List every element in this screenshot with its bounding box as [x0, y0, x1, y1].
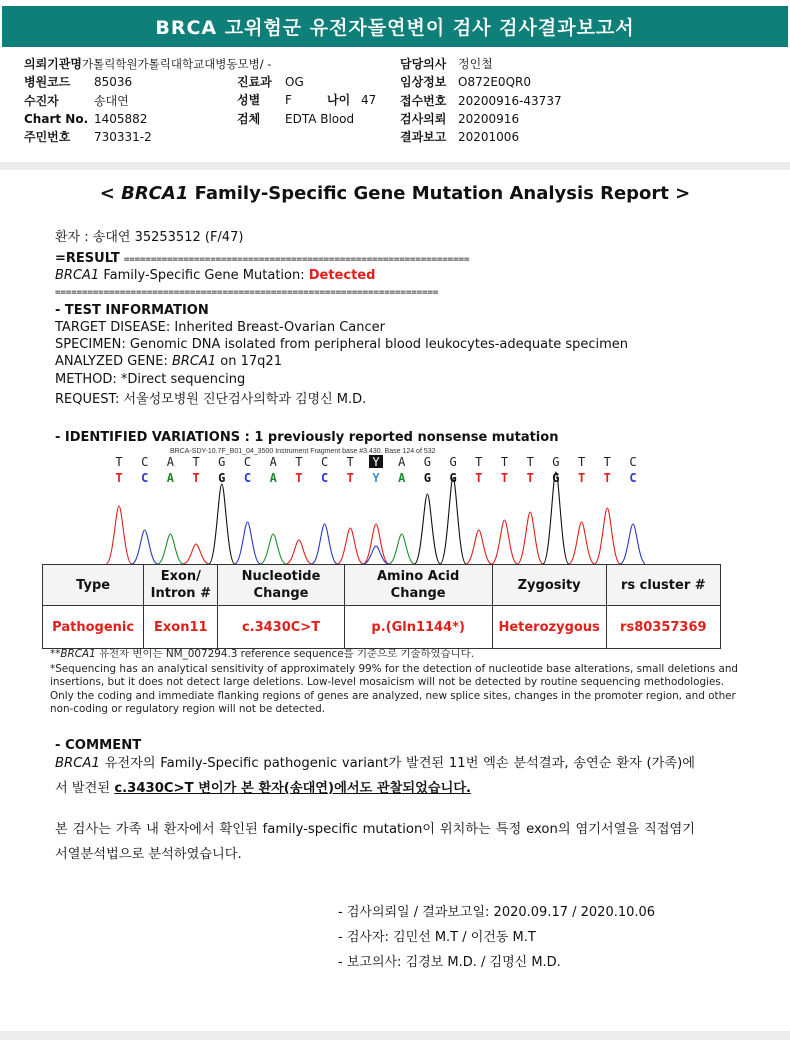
trace-peak: [440, 478, 466, 564]
signature-physicians: - 보고의사: 김경보 M.D. / 김명신 M.D.: [338, 955, 561, 970]
result-line: [55, 250, 469, 269]
base-call-top: A: [166, 455, 175, 469]
info-value: 1405882: [94, 111, 148, 126]
info-value: OG: [285, 75, 304, 89]
column-header: Exon/ Intron #: [144, 565, 218, 606]
info-value: 85036: [94, 75, 133, 90]
info-label: 결과보고: [400, 130, 447, 145]
comment-paragraph-1: [55, 751, 695, 801]
comment-heading: - COMMENT: [55, 738, 142, 753]
variant-table: [42, 564, 721, 649]
trace-peak: [235, 522, 261, 564]
trace-peak: [414, 494, 440, 564]
info-value: EDTA Blood: [285, 111, 355, 126]
base-call-top: C: [243, 455, 252, 469]
base-call-bottom: A: [269, 471, 277, 485]
base-call-top: T: [603, 455, 611, 469]
base-call-bottom: T: [346, 471, 354, 485]
table-cell: Heterozygous: [492, 606, 606, 649]
base-call-bottom: T: [500, 471, 509, 485]
base-call-top: T: [115, 455, 123, 469]
base-call-bottom: G: [449, 471, 457, 485]
base-call-bottom: T: [475, 471, 483, 485]
sequence-chromatogram: [100, 444, 645, 566]
table-cell: c.3430C>T: [218, 606, 344, 649]
comment-text: 유전자의 Family-Specific pathogenic variant가 발견된 11번 엑손 분석결과, 송연순 환자 (가족)에서 발견된: [55, 756, 695, 796]
analyzed-gene-label: ANALYZED GENE:: [55, 354, 172, 369]
trace-peak: [286, 540, 312, 564]
base-call-bottom: G: [423, 471, 432, 485]
info-label: 병원코드: [24, 75, 71, 90]
info-value: F: [285, 93, 292, 108]
base-call-bottom: T: [603, 471, 611, 485]
info-label: 검체: [237, 111, 261, 126]
comment-finding: c.3430C>T 변이가 본 환자(송대연)에서도 관찰되었습니다.: [114, 781, 472, 796]
info-label: 나이: [327, 93, 351, 108]
trace-peak: [260, 534, 286, 564]
column-header: rs cluster #: [606, 565, 720, 606]
info-label: 검사의뢰: [400, 111, 447, 126]
info-value: O872E0QR0: [458, 75, 531, 90]
request: REQUEST: 서울성모병원 진단검사의학과 김명신 M.D.: [55, 392, 367, 407]
eq-divider: =======================================================================: [55, 287, 439, 298]
trace-peak: [337, 528, 363, 564]
trace-peak: [183, 544, 209, 564]
base-call-top: T: [192, 455, 200, 469]
target-disease: TARGET DISEASE: Inherited Breast-Ovarian Cancer: [55, 320, 385, 335]
info-column-3: [400, 55, 562, 146]
trace-peak: [620, 524, 645, 564]
patient-line: 환자 : 송대연 35253512 (F/47): [55, 230, 244, 245]
table-cell: p.(Gln1144*): [344, 606, 492, 649]
base-call-top: A: [269, 455, 277, 469]
base-call-bottom: A: [166, 471, 175, 485]
trace-peak: [363, 546, 389, 564]
note-text: 유전자 변이는 NM_007294.3 reference sequence를 기준으로 기술하였습니다.: [95, 648, 475, 660]
result-gene: BRCA1: [55, 268, 100, 283]
trace-peak: [594, 508, 620, 564]
title-gene: BRCA1: [121, 183, 189, 204]
trace-peak: [106, 506, 132, 564]
info-label: 진료과: [237, 75, 272, 89]
specimen: SPECIMEN: Genomic DNA isolated from peripheral blood leukocytes-adequate specimen: [55, 337, 629, 352]
column-header: Zygosity: [492, 565, 606, 606]
base-call-top: G: [449, 455, 457, 469]
variations-heading: - IDENTIFIED VARIATIONS : 1 previously reported nonsense mutation: [55, 430, 559, 445]
base-call-top: G: [552, 455, 560, 469]
info-label: 임상정보: [400, 75, 447, 90]
trace-peak: [157, 534, 183, 564]
base-call-bottom: C: [629, 471, 637, 485]
base-call-bottom: C: [141, 471, 149, 485]
base-call-top: G: [218, 455, 226, 469]
info-value: 송대연: [94, 93, 129, 108]
column-header: Amino Acid Change: [344, 565, 492, 606]
base-call-bottom: T: [192, 471, 200, 485]
analyzed-gene-name: BRCA1: [171, 354, 217, 369]
info-label: 성별: [237, 93, 261, 108]
trace-peak: [209, 484, 235, 564]
info-value: 730331-2: [94, 130, 152, 145]
info-label: 주민번호: [24, 130, 71, 145]
title-prefix: <: [99, 183, 122, 204]
trace-peak: [492, 520, 518, 564]
base-call-top: T: [577, 455, 586, 469]
table-cell: Exon11: [144, 606, 218, 649]
trace-peak: [132, 530, 158, 564]
note-reference: [50, 648, 740, 661]
base-call-bottom: C: [243, 471, 252, 485]
note-sensitivity: *Sequencing has an analytical sensitivity of approximately 99% for the detection of nucleotide base alterations, small deletions and insertions, but it does not detect large deletions. Low-level mosaicism will not be detected by routine sequencing methodologies. Only the coding and immediate flanking regions of genes are analyzed, new splice sites, changes in the promoter region, and other non-coding or regulatory region will not be detected.: [50, 663, 739, 715]
trace-peak: [543, 472, 569, 564]
test-info-heading: - TEST INFORMATION: [55, 303, 209, 318]
base-call-bottom: G: [218, 471, 226, 485]
trace-peak: [466, 530, 492, 564]
trace-peak: [389, 534, 415, 564]
info-label: 접수번호: [400, 93, 447, 108]
info-label: Chart No.: [24, 111, 89, 126]
info-value: 47: [361, 93, 377, 108]
info-label: 의뢰기관명: [24, 57, 82, 71]
base-call-bottom: A: [398, 471, 406, 485]
comment-paragraph-2: 본 검사는 가족 내 환자에서 확인된 family-specific mutation이 위치하는 특정 exon의 염기서열을 직접염기서열분석법으로 분석하였습니다.: [55, 822, 695, 862]
base-call-bottom: G: [552, 471, 560, 485]
result-text: Family-Specific Gene Mutation:: [99, 268, 309, 283]
note-gene: **BRCA1: [50, 648, 96, 660]
info-value: 20200916-43737: [458, 93, 562, 108]
base-call-bottom: Y: [372, 471, 380, 485]
base-call-bottom: C: [320, 471, 329, 485]
column-header: Type: [43, 565, 144, 606]
info-value: 정인철: [458, 57, 493, 71]
base-call-bottom: T: [295, 471, 303, 485]
base-call-top: T: [475, 455, 483, 469]
section-divider: [0, 162, 790, 170]
table-cell: Pathogenic: [43, 606, 144, 649]
trace-peak: [569, 522, 595, 564]
base-call-top: T: [500, 455, 509, 469]
trace-peak: [363, 524, 389, 564]
info-label: 수진자: [24, 93, 59, 108]
header-area: [0, 0, 790, 52]
base-call-bottom: T: [115, 471, 123, 485]
base-call-top: C: [629, 455, 637, 469]
table-cell: rs80357369: [606, 606, 720, 649]
trace-peak: [312, 524, 338, 564]
base-call-top: T: [346, 455, 354, 469]
base-call-top: C: [320, 455, 329, 469]
result-eq: ================================================================: [123, 254, 470, 265]
signature-dates: - 검사의뢰일 / 결과보고일: 2020.09.17 / 2020.10.06: [338, 905, 656, 920]
base-call-top: Y: [372, 455, 380, 469]
column-header: Nucleotide Change: [218, 565, 344, 606]
footer-bar: [0, 1031, 790, 1040]
base-call-top: G: [423, 455, 432, 469]
base-call-bottom: T: [526, 471, 534, 485]
chromatogram-caption: BRCA-SDY-10.7F_B01_04_3500 Instrument Fragment base #3.430. Base 124 of 532: [170, 448, 436, 455]
report-title: [0, 183, 790, 204]
analyzed-gene-loc: on 17q21: [216, 354, 282, 369]
base-call-top: C: [141, 455, 149, 469]
base-call-bottom: T: [577, 471, 586, 485]
signature-technicians: - 검사자: 김민선 M.T / 이건동 M.T: [338, 930, 536, 945]
report-header-title: BRCA 고위험군 유전자돌연변이 검사 검사결과보고서: [2, 6, 788, 47]
result-detail: [55, 267, 375, 285]
base-call-top: T: [526, 455, 534, 469]
info-value: 가톨릭학원가톨릭대학교대병동모병/ -: [82, 57, 272, 71]
comment-gene: BRCA1: [55, 756, 100, 771]
result-label: =RESULT: [55, 251, 120, 266]
info-value: 20201006: [458, 130, 520, 145]
trace-peak: [517, 512, 543, 564]
info-label: 담당의사: [400, 57, 447, 71]
result-value: Detected: [308, 268, 376, 283]
base-call-top: A: [398, 455, 406, 469]
title-rest: Family-Specific Gene Mutation Analysis Report >: [188, 183, 691, 204]
base-call-top: T: [295, 455, 303, 469]
analyzed-gene: [55, 353, 282, 371]
info-value: 20200916: [458, 111, 520, 126]
info-column-1: [24, 55, 271, 146]
method: METHOD: *Direct sequencing: [55, 372, 246, 387]
info-column-2: [237, 73, 376, 128]
footnotes: [50, 648, 740, 716]
